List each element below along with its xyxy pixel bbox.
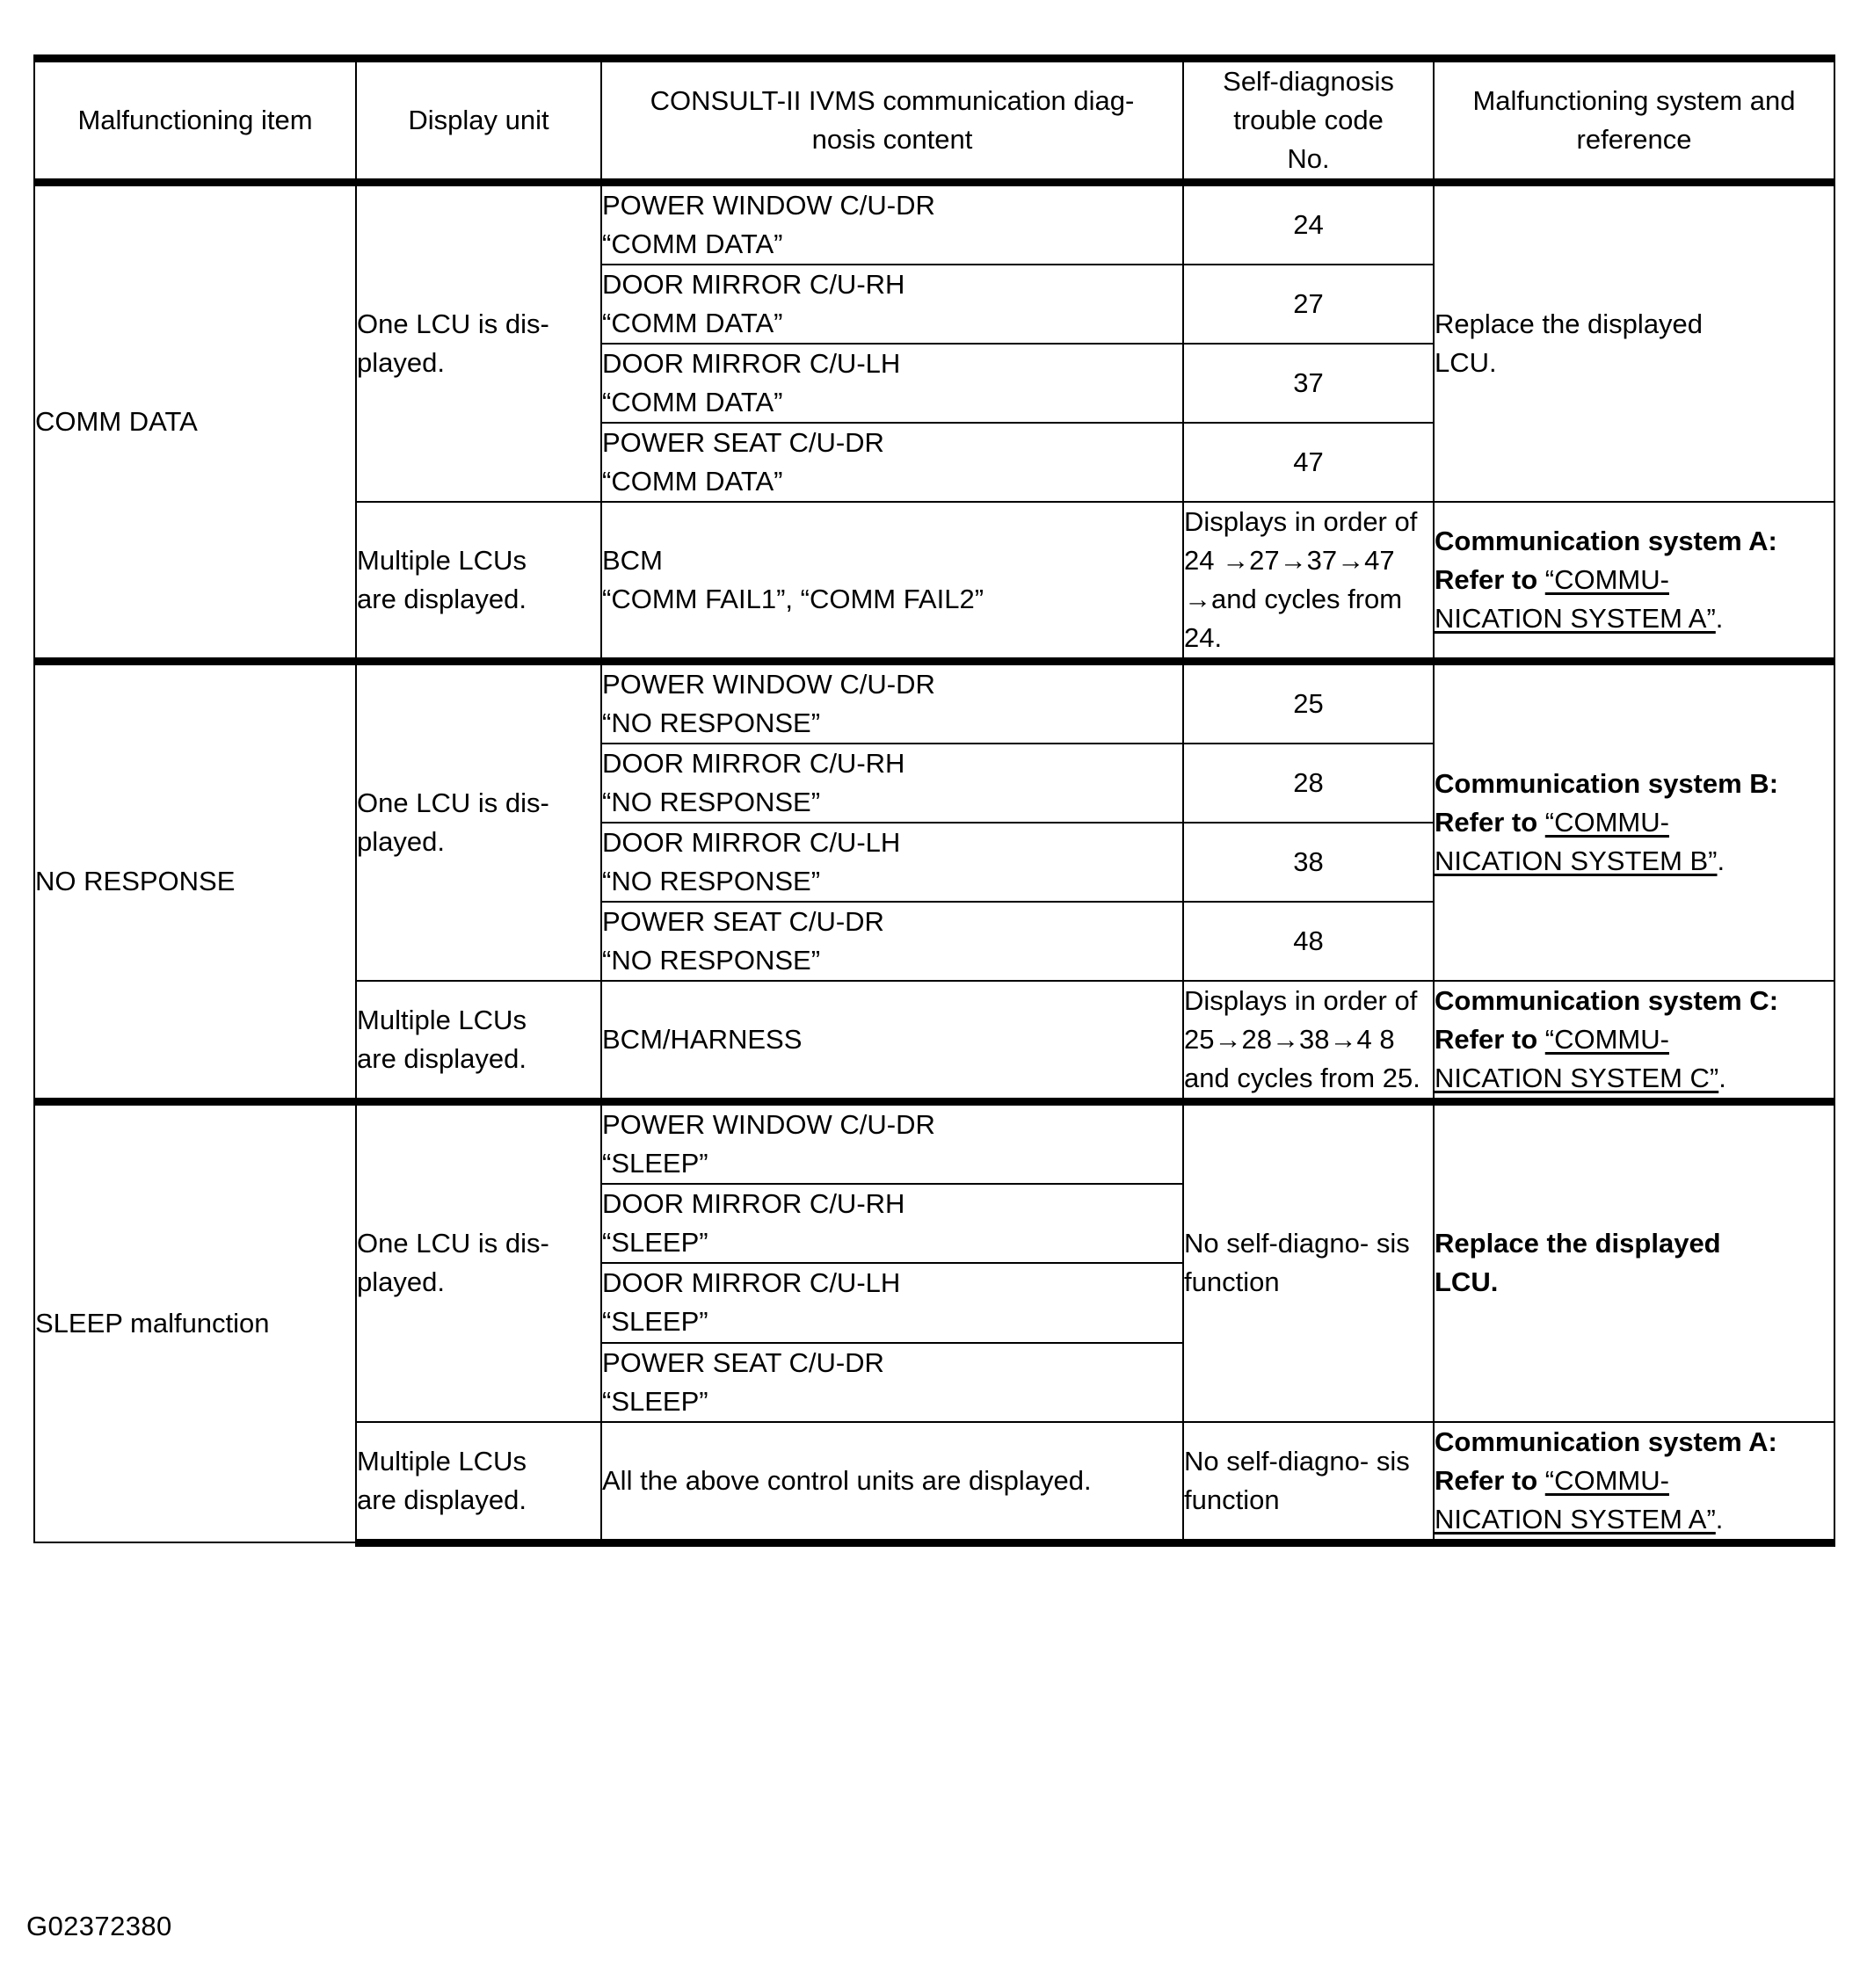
cell-reference-replace-lcu	[1434, 183, 1834, 503]
cell-reference-communication-system-c	[1434, 981, 1834, 1102]
cell-trouble-code	[1183, 265, 1434, 344]
table-row	[34, 1102, 1834, 1185]
content-line2: “SLEEP”	[602, 1385, 708, 1417]
reference-line1: Replace the displayed	[1435, 308, 1704, 340]
header-text-line1: CONSULT-II IVMS communication diag-	[650, 85, 1135, 116]
reference-link-part1[interactable]: “COMMU-	[1544, 564, 1669, 596]
table-header	[34, 59, 1834, 183]
cell-trouble-code	[1183, 183, 1434, 265]
cell-consult-content	[601, 502, 1183, 662]
cell-trouble-code	[1183, 344, 1434, 423]
cell-display-unit-multiple-lcus	[356, 981, 601, 1102]
header-row	[34, 59, 1834, 183]
code-line2: sis function	[1184, 1445, 1410, 1515]
reference-line1: Replace the displayed	[1435, 1228, 1721, 1259]
display-unit-line2: played.	[357, 826, 445, 858]
reference-period: .	[1715, 1503, 1724, 1535]
cell-display-unit-one-lcu-sleep	[356, 1102, 601, 1422]
content-line1: DOOR MIRROR C/U-RH	[602, 269, 905, 301]
code-line1: Displays in	[1184, 985, 1316, 1017]
header-text-line1: Malfunctioning system and	[1472, 85, 1796, 116]
cell-reference-communication-system-b	[1434, 662, 1834, 982]
display-unit-line1: One LCU is dis-	[357, 787, 549, 819]
item-text: COMM DATA	[35, 406, 198, 438]
figure-id: G02372380	[26, 1911, 172, 1941]
code-line4: 8 and cycles	[1184, 1024, 1395, 1094]
reference-period: .	[1717, 845, 1725, 877]
code-text: 25	[1293, 688, 1324, 720]
reference-link-line2	[1435, 1500, 1834, 1539]
ivms-diagnosis-table	[33, 54, 1835, 1547]
header-text-line1: Self-diagnosis	[1223, 66, 1394, 97]
code-text: 48	[1293, 925, 1324, 957]
cell-no-self-diagnosis	[1183, 1102, 1434, 1422]
content-text: All the above control units are displayed.	[602, 1464, 1092, 1496]
cell-malfunctioning-item-no-response	[34, 662, 356, 1102]
cell-consult-content	[601, 423, 1183, 502]
header-text-line2: reference	[1576, 124, 1692, 156]
cell-consult-content	[601, 662, 1183, 744]
display-unit-line2: played.	[357, 347, 445, 379]
cell-reference-communication-system-a	[1434, 1422, 1834, 1543]
cell-consult-content	[601, 1102, 1183, 1185]
cell-consult-content	[601, 1343, 1183, 1422]
content-line2: “NO RESPONSE”	[602, 787, 821, 818]
code-text: 28	[1293, 767, 1324, 799]
content-line1: DOOR MIRROR C/U-LH	[602, 827, 901, 859]
reference-refer-line	[1435, 803, 1834, 842]
display-unit-line2: are displayed.	[357, 1484, 527, 1515]
content-line2: “COMM FAIL1”, “COMM FAIL2”	[602, 584, 984, 615]
content-line2: “SLEEP”	[602, 1227, 708, 1259]
reference-heading: Communication system B:	[1435, 768, 1779, 800]
table-row	[34, 662, 1834, 744]
reference-refer-line	[1435, 561, 1834, 599]
header-text-line2: trouble code	[1233, 105, 1384, 136]
code-line2: order of	[1323, 985, 1418, 1017]
cell-trouble-code	[1183, 823, 1434, 902]
cell-consult-content	[601, 1263, 1183, 1342]
content-line1: POWER WINDOW C/U-DR	[602, 1109, 935, 1141]
content-line1: POWER SEAT C/U-DR	[602, 1346, 884, 1378]
code-line2: order of 24	[1184, 506, 1418, 577]
content-line2: “NO RESPONSE”	[602, 707, 821, 739]
reference-link-part1[interactable]: “COMMU-	[1544, 1024, 1669, 1056]
display-unit-line1: One LCU is dis-	[357, 308, 549, 340]
cell-display-unit-multiple-lcus	[356, 1422, 601, 1543]
display-unit-line2: are displayed.	[357, 584, 527, 615]
reference-heading: Communication system A:	[1435, 526, 1777, 557]
content-line1: DOOR MIRROR C/U-LH	[602, 1267, 901, 1299]
cell-consult-content	[601, 823, 1183, 902]
code-line2: sis function	[1184, 1228, 1410, 1298]
cell-reference-communication-system-a	[1434, 502, 1834, 662]
item-text-line1: NO	[35, 866, 76, 897]
item-text-line2: RESPONSE	[84, 866, 236, 897]
header-text-line3: No.	[1287, 143, 1330, 175]
content-line1: POWER SEAT C/U-DR	[602, 427, 884, 459]
header-consult-content	[601, 59, 1183, 183]
code-text: 47	[1293, 446, 1324, 478]
display-unit-line1: Multiple LCUs	[357, 545, 527, 577]
cell-consult-content	[601, 1422, 1183, 1543]
display-unit-line2: are displayed.	[357, 1043, 527, 1075]
content-line1: DOOR MIRROR C/U-LH	[602, 348, 901, 380]
cell-trouble-code	[1183, 902, 1434, 981]
content-line2: “SLEEP”	[602, 1306, 708, 1338]
refer-label: Refer to	[1435, 1024, 1538, 1056]
cell-malfunctioning-item-sleep	[34, 1102, 356, 1542]
header-trouble-code	[1183, 59, 1434, 183]
reference-heading: Communication system C:	[1435, 985, 1779, 1017]
reference-link-line2	[1435, 1059, 1834, 1098]
header-malfunctioning-item	[34, 59, 356, 183]
content-line2: “COMM DATA”	[602, 229, 783, 260]
cell-display-unit-multiple-lcus	[356, 502, 601, 662]
refer-label: Refer to	[1435, 564, 1538, 596]
content-line2: “COMM DATA”	[602, 308, 783, 339]
code-line5: from 25.	[1320, 1063, 1420, 1094]
reference-period: .	[1715, 603, 1724, 635]
refer-label: Refer to	[1435, 807, 1538, 838]
content-line2: “COMM DATA”	[602, 387, 783, 418]
content-line1: DOOR MIRROR C/U-RH	[602, 748, 905, 780]
code-text: 38	[1293, 846, 1324, 878]
code-text: 27	[1293, 288, 1324, 320]
cell-consult-content	[601, 902, 1183, 981]
code-line1: Displays in	[1184, 506, 1316, 538]
cell-consult-content	[601, 183, 1183, 265]
content-line2: “COMM DATA”	[602, 466, 783, 497]
code-line1: No self-diagno-	[1184, 1228, 1369, 1259]
cell-display-unit-one-lcu-noresp	[356, 662, 601, 982]
content-line2: “NO RESPONSE”	[602, 866, 821, 897]
code-line3: 25→28→38→4	[1184, 1024, 1372, 1056]
code-line3: →27→37→47	[1222, 545, 1395, 577]
reference-line2: LCU.	[1435, 347, 1497, 379]
reference-line2: LCU.	[1435, 1266, 1499, 1298]
item-text: SLEEP malfunction	[35, 1308, 270, 1339]
content-line1: POWER WINDOW C/U-DR	[602, 190, 935, 221]
content-line2: “SLEEP”	[602, 1148, 708, 1179]
code-line4: →and cycles	[1184, 584, 1340, 615]
code-line1: No self-diagno-	[1184, 1445, 1369, 1476]
cell-consult-content	[601, 265, 1183, 344]
display-unit-line1: One LCU is dis-	[357, 1228, 549, 1259]
content-line1: POWER SEAT C/U-DR	[602, 906, 884, 938]
reference-heading: Communication system A:	[1435, 1426, 1777, 1457]
code-text: 37	[1293, 367, 1324, 399]
reference-link-part2[interactable]: NICATION SYSTEM A”	[1435, 603, 1716, 635]
cell-malfunctioning-item-comm-data	[34, 183, 356, 662]
reference-link-part2[interactable]: NICATION SYSTEM A”	[1435, 1503, 1716, 1535]
cell-consult-content	[601, 1184, 1183, 1263]
display-unit-line2: played.	[357, 1266, 445, 1298]
cell-trouble-code	[1183, 744, 1434, 823]
reference-period: .	[1718, 1063, 1726, 1094]
refer-label: Refer to	[1435, 1464, 1538, 1496]
code-line5: from 24.	[1184, 584, 1403, 654]
table-row	[34, 183, 1834, 265]
cell-reference-replace-lcu-sleep	[1434, 1102, 1834, 1422]
cell-display-unit-one-lcu-comm	[356, 183, 601, 503]
content-line1: BCM	[602, 545, 663, 577]
reference-link-part1[interactable]: “COMMU-	[1544, 1464, 1669, 1496]
header-text-line2: nosis content	[811, 124, 973, 156]
cell-trouble-code-sequence	[1183, 981, 1434, 1102]
header-display-unit	[356, 59, 601, 183]
content-line2: “NO RESPONSE”	[602, 945, 821, 976]
cell-consult-content	[601, 981, 1183, 1102]
cell-consult-content	[601, 744, 1183, 823]
display-unit-line1: Multiple LCUs	[357, 1005, 527, 1036]
cell-consult-content	[601, 344, 1183, 423]
cell-trouble-code	[1183, 423, 1434, 502]
header-text: Display unit	[408, 105, 549, 136]
reference-link-part2[interactable]: NICATION SYSTEM C”	[1435, 1063, 1719, 1094]
content-text: BCM/HARNESS	[602, 1024, 803, 1056]
content-line1: POWER WINDOW C/U-DR	[602, 669, 935, 700]
reference-link-line2	[1435, 842, 1834, 881]
code-text: 24	[1293, 209, 1324, 241]
reference-refer-line	[1435, 1020, 1834, 1059]
cell-trouble-code	[1183, 662, 1434, 744]
header-text: Malfunctioning item	[77, 105, 313, 136]
cell-no-self-diagnosis	[1183, 1422, 1434, 1543]
table-body	[34, 183, 1834, 1543]
content-line1: DOOR MIRROR C/U-RH	[602, 1188, 905, 1220]
reference-link-part2[interactable]: NICATION SYSTEM B”	[1435, 845, 1718, 877]
reference-refer-line	[1435, 1462, 1834, 1500]
display-unit-line1: Multiple LCUs	[357, 1445, 527, 1476]
reference-link-line2	[1435, 599, 1834, 638]
reference-link-part1[interactable]: “COMMU-	[1544, 807, 1669, 838]
header-system-reference	[1434, 59, 1834, 183]
cell-trouble-code-sequence	[1183, 502, 1434, 662]
